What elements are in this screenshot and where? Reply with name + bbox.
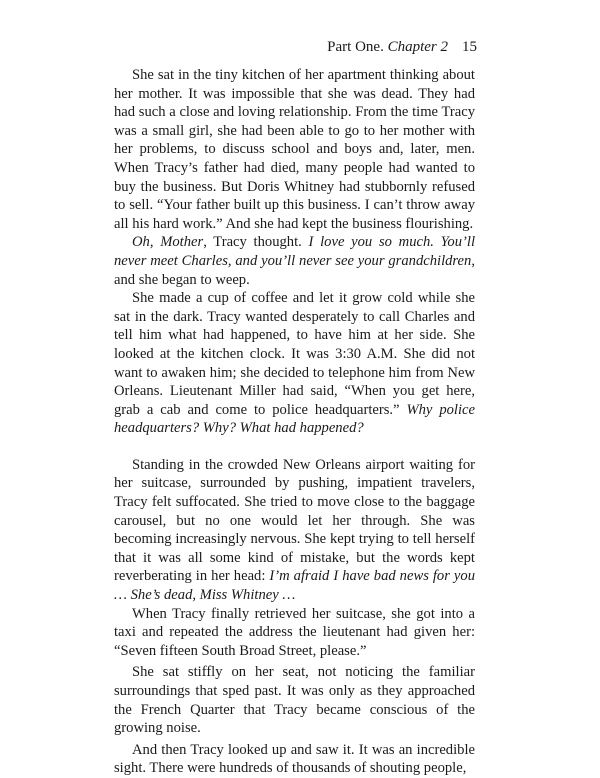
italic-run: Why police headquarters? Why? What had happened? [114, 401, 475, 437]
text-run: Standing in the crowded New Orleans airport waiting for her suitcase, surrounded by pushing, impatient travelers, Tracy felt suffocated. She tried to move close to the baggage carousel, but no one would let her through. She was becoming increasingly nervous. She kept trying to tell herself that it was all some kind of mistake, but the words kept reverberating in her head: [114, 456, 475, 585]
running-head [327, 38, 477, 56]
paragraph [114, 663, 475, 737]
text-run: , and she began to weep. [114, 252, 475, 288]
italic-run: Oh, Mother [132, 234, 204, 251]
page-number: 15 [462, 39, 477, 55]
text-run: And then Tracy looked up and saw it. It was an incredible sight. There were hundreds of thousands of shouting people, [114, 741, 475, 777]
text-run: When Tracy finally retrieved her suitcase, she got into a taxi and repeated the address the lieutenant had given her: “Seven fifteen South Broad Street, please.” [114, 605, 475, 659]
part-label: Part One. [327, 39, 384, 55]
text-run: She made a cup of coffee and let it grow cold while she sat in the dark. Tracy wanted desperately to call Charles and tell him what had happened, to have him at her side. She looked at the kitchen clock. It was 3:30 A.M. She did not want to awaken him; she decided to telephone him from New Orleans. Lieutenant Miller had said, “When you get here, grab a cab and come to police headquarters.” [114, 290, 475, 418]
text-run: , Tracy thought. [203, 234, 309, 251]
paragraph [114, 456, 475, 605]
italic-run: I’m afraid I have bad news for you … She’s dead, Miss Whitney … [114, 568, 475, 604]
body-text [114, 66, 475, 778]
text-run: She sat in the tiny kitchen of her apartment thinking about her mother. It was impossible that she was dead. They had had such a close and loving relationship. From the time Tracy was a small girl, she had been able to go to her mother with her problems, to discuss school and boys and, later, men. When Tracy’s father had died, many people had wanted to buy the business. But Doris Whitney had stubbornly refused to sell. “Your father built up this business. I can’t throw away all his hard work.” And she had kept the business flourishing. [114, 67, 475, 232]
italic-run: I love you so much. You’ll never meet Charles, and you’ll never see your grandchildren [114, 234, 475, 269]
paragraph [114, 66, 475, 233]
paragraph [114, 605, 475, 661]
paragraph [114, 741, 475, 778]
paragraph [114, 233, 475, 289]
text-run: She sat stiffly on her seat, not noticing the familiar surroundings that sped past. It was only as they approached the French Quarter that Tracy became conscious of the growing noise. [114, 664, 475, 737]
chapter-label: Chapter 2 [387, 39, 448, 55]
paragraph [114, 289, 475, 438]
